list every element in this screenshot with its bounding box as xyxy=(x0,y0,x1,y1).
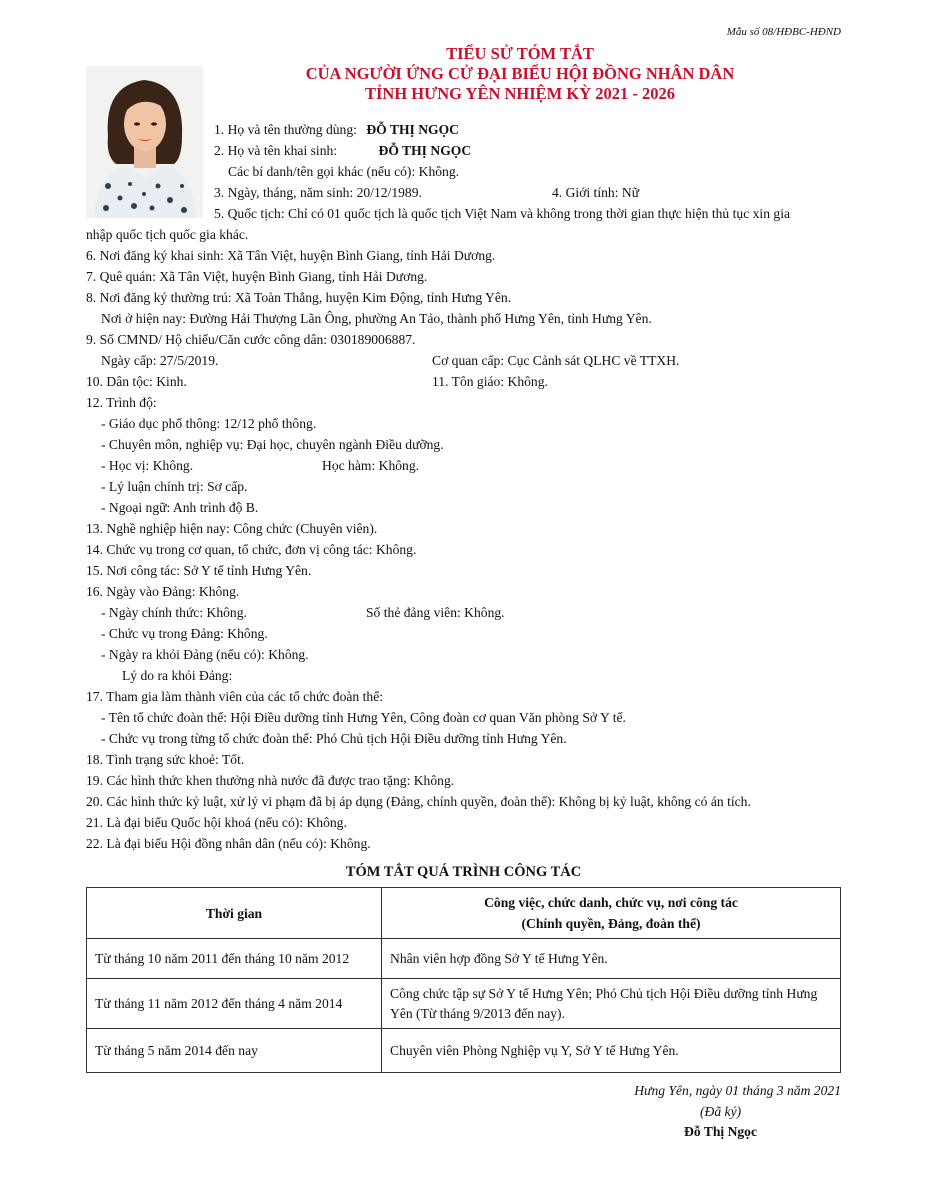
education-rank: Học hàm: Không. xyxy=(322,458,420,473)
table-row xyxy=(87,1029,841,1073)
header-job-line-2: (Chính quyền, Đảng, đoàn thể) xyxy=(521,916,701,931)
signature-status: (Đã ký) xyxy=(700,1104,742,1119)
hometown: 7. Quê quán: Xã Tân Việt, huyện Bình Giang, tỉnh Hải Dương. xyxy=(86,269,428,284)
header-job xyxy=(382,888,841,939)
party-join: 16. Ngày vào Đảng: Không. xyxy=(86,584,240,599)
birth-registration: 6. Nơi đăng ký khai sinh: Xã Tân Việt, huyện Bình Giang, tỉnh Hải Dương. xyxy=(86,248,496,263)
name-common-value: ĐỖ THỊ NGỌC xyxy=(366,122,459,137)
document-term: TỈNH HƯNG YÊN NHIỆM KỲ 2021 - 2026 xyxy=(365,84,675,103)
aliases: Các bí danh/tên gọi khác (nếu có): Không. xyxy=(228,164,460,179)
portrait-image xyxy=(86,66,203,218)
education-title: 12. Trình độ: xyxy=(86,395,157,410)
name-birth-label: 2. Họ và tên khai sinh: xyxy=(214,143,338,158)
signature-place-date: Hưng Yên, ngày 01 tháng 3 năm 2021 xyxy=(634,1083,841,1098)
row-job: Nhân viên hợp đồng Sở Y tế Hưng Yên. xyxy=(382,939,841,979)
organizations-positions: - Chức vụ trong từng tổ chức đoàn thể: Phó Chủ tịch Hội Điều dưỡng tỉnh Hưng Yên. xyxy=(101,731,567,746)
organizations-title: 17. Tham gia làm thành viên của các tổ chức đoàn thể: xyxy=(86,689,384,704)
form-number: Mẫu số 08/HĐBC-HĐND xyxy=(726,26,841,38)
education-profession: - Chuyên môn, nghiệp vụ: Đại học, chuyên ngành Điều dưỡng. xyxy=(101,437,444,452)
row-job: Công chức tập sự Sở Y tế Hưng Yên; Phó Chủ tịch Hội Điều dưỡng tỉnh Hưng Yên (Từ tháng 9/2013 đến nay). xyxy=(382,979,841,1029)
education-language: - Ngoại ngữ: Anh trình độ B. xyxy=(101,500,259,515)
nationality-line-2: nhập quốc tịch quốc gia khác. xyxy=(86,227,249,242)
education-degree: - Học vị: Không. xyxy=(101,458,194,473)
header-job-line-1: Công việc, chức danh, chức vụ, nơi công tác xyxy=(484,895,738,910)
religion: 11. Tôn giáo: Không. xyxy=(432,374,548,389)
id-issue-date: Ngày cấp: 27/5/2019. xyxy=(101,353,219,368)
name-birth xyxy=(214,143,471,159)
portrait-photo xyxy=(86,66,203,218)
workplace: 15. Nơi công tác: Sở Y tế tỉnh Hưng Yên. xyxy=(86,563,312,578)
permanent-residence: 8. Nơi đăng ký thường trú: Xã Toàn Thắng, huyện Kim Động, tỉnh Hưng Yên. xyxy=(86,290,512,305)
row-time: Từ tháng 10 năm 2011 đến tháng 10 năm 2012 xyxy=(87,939,382,979)
discipline: 20. Các hình thức kỷ luật, xử lý vi phạm đã bị áp dụng (Đảng, chính quyền, đoàn thể): Không bị kỷ luật, không có án tích. xyxy=(86,794,751,809)
ethnicity: 10. Dân tộc: Kinh. xyxy=(86,374,187,389)
occupation: 13. Nghề nghiệp hiện nay: Công chức (Chuyên viên). xyxy=(86,521,378,536)
people-council-delegate: 22. Là đại biểu Hội đồng nhân dân (nếu có): Không. xyxy=(86,836,371,851)
party-official: - Ngày chính thức: Không. xyxy=(101,605,247,620)
name-common-label: 1. Họ và tên thường dùng: xyxy=(214,122,357,137)
health: 18. Tình trạng sức khoẻ: Tốt. xyxy=(86,752,245,767)
date-of-birth: 3. Ngày, tháng, năm sinh: 20/12/1989. xyxy=(214,185,422,200)
id-number: 9. Số CMND/ Hộ chiếu/Căn cước công dân: 030189006887. xyxy=(86,332,416,347)
awards: 19. Các hình thức khen thưởng nhà nước đã được trao tặng: Không. xyxy=(86,773,455,788)
organizations-names: - Tên tổ chức đoàn thể: Hội Điều dưỡng tỉnh Hưng Yên, Công đoàn cơ quan Văn phòng Sở Y tế. xyxy=(101,710,626,725)
table-row xyxy=(87,939,841,979)
row-time: Từ tháng 11 năm 2012 đến tháng 4 năm 2014 xyxy=(87,979,382,1029)
row-job: Chuyên viên Phòng Nghiệp vụ Y, Sở Y tế Hưng Yên. xyxy=(382,1029,841,1073)
work-history-title: TÓM TẮT QUÁ TRÌNH CÔNG TÁC xyxy=(345,864,582,880)
party-leave: - Ngày ra khỏi Đảng (nếu có): Không. xyxy=(101,647,309,662)
work-history-table xyxy=(86,887,841,1073)
nationality-line-1: 5. Quốc tịch: Chỉ có 01 quốc tịch là quốc tịch Việt Nam và không trong thời gian thực hiện thủ tục xin gia xyxy=(214,206,791,221)
signature-name: Đỗ Thị Ngọc xyxy=(684,1124,758,1139)
table-row xyxy=(87,979,841,1029)
header-time: Thời gian xyxy=(87,888,382,939)
party-card: Số thẻ đảng viên: Không. xyxy=(366,605,505,620)
id-issuer: Cơ quan cấp: Cục Cảnh sát QLHC về TTXH. xyxy=(432,353,680,368)
current-residence: Nơi ở hiện nay: Đường Hải Thượng Lãn Ông, phường An Tảo, thành phố Hưng Yên, tỉnh Hưng Yên. xyxy=(101,311,652,326)
name-common xyxy=(214,122,459,138)
party-leave-reason: Lý do ra khỏi Đảng: xyxy=(122,668,233,683)
document-subtitle: CỦA NGƯỜI ỨNG CỬ ĐẠI BIỂU HỘI ĐỒNG NHÂN DÂN xyxy=(305,64,735,83)
education-politics: - Lý luận chính trị: Sơ cấp. xyxy=(101,479,248,494)
education-general: - Giáo dục phổ thông: 12/12 phổ thông. xyxy=(101,416,317,431)
document-title: TIỂU SỬ TÓM TẮT xyxy=(446,44,594,63)
work-history-header xyxy=(87,888,841,939)
name-birth-value: ĐỖ THỊ NGỌC xyxy=(378,143,472,158)
party-position: - Chức vụ trong Đảng: Không. xyxy=(101,626,268,641)
national-assembly-delegate: 21. Là đại biểu Quốc hội khoá (nếu có): Không. xyxy=(86,815,347,830)
row-time: Từ tháng 5 năm 2014 đến nay xyxy=(87,1029,382,1073)
gender: 4. Giới tính: Nữ xyxy=(552,185,640,200)
position: 14. Chức vụ trong cơ quan, tổ chức, đơn vị công tác: Không. xyxy=(86,542,417,557)
